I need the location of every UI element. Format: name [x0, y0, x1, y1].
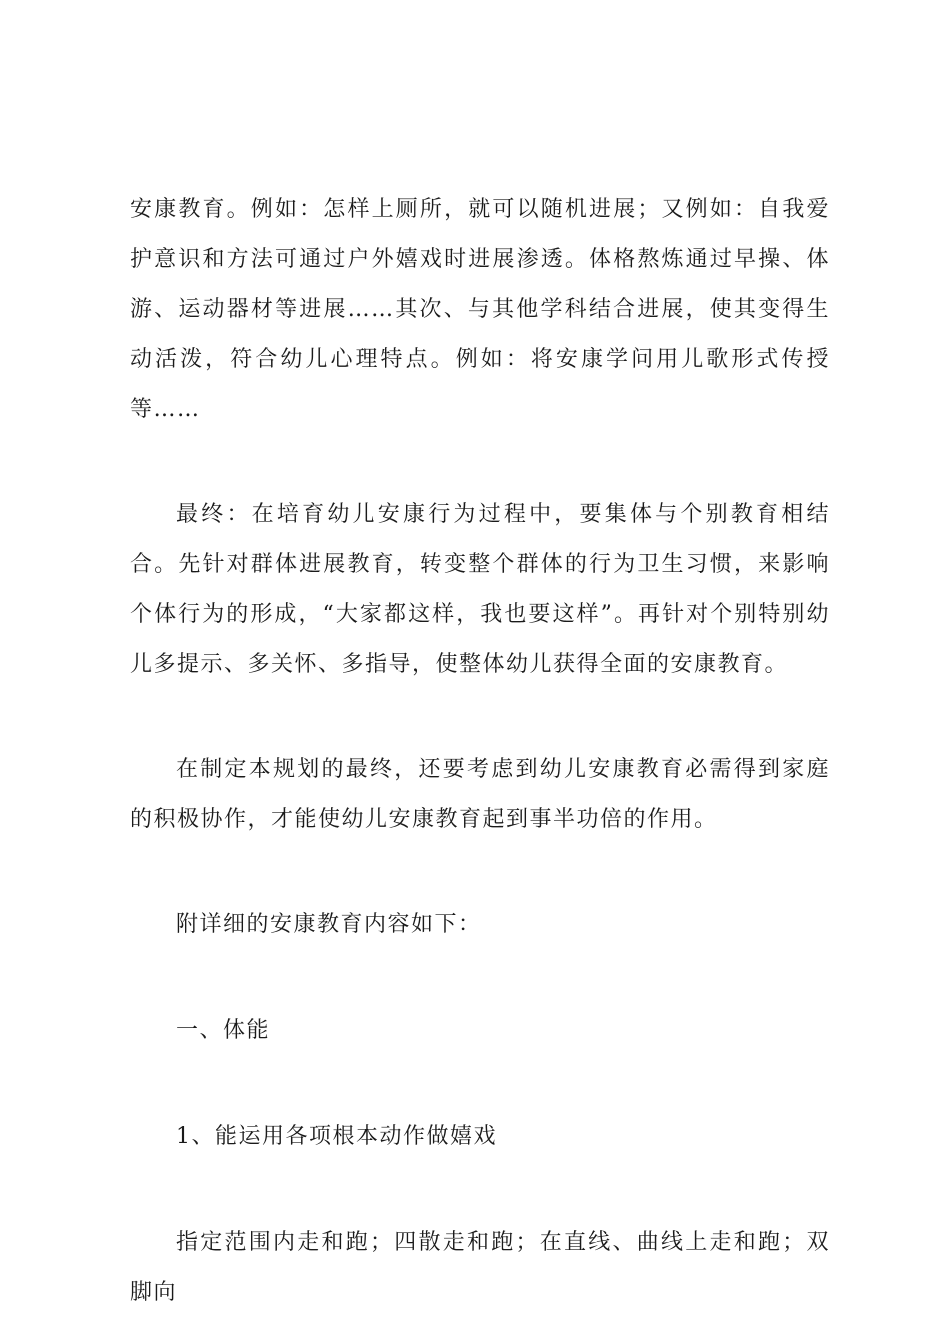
paragraph-content-intro: 附详细的安康教育内容如下：	[176, 912, 482, 937]
paragraph-spacer	[130, 845, 830, 900]
paragraph-health-education-methods: 安康教育。例如：怎样上厕所，就可以随机进展；又例如：自我爱护意识和方法可通过户外嬉戏时进展渗透。体格熬炼通过早操、体游、运动器材等进展……其次、与其他学科结合进展，使其变得生动活泼，符合幼儿心理特点。例如：将安康学问用儿歌形式传授等……	[130, 197, 830, 422]
document-body	[130, 185, 830, 1318]
paragraph-spacer	[130, 950, 830, 1006]
section-heading-physical-ability: 一、体能	[176, 1018, 271, 1043]
paragraph-family-cooperation: 在制定本规划的最终，还要考虑到幼儿安康教育必需得到家庭的积极协作，才能使幼儿安康教育起到事半功倍的作用。	[130, 757, 830, 832]
paragraph-spacer	[130, 690, 830, 745]
paragraph-spacer	[130, 435, 830, 490]
paragraph-walking-running: 指定范围内走和跑；四散走和跑；在直线、曲线上走和跑；双脚向	[130, 1230, 830, 1305]
paragraph-spacer	[130, 1056, 830, 1112]
subsection-heading-basic-movements: 1、能运用各项根本动作做嬉戏	[176, 1124, 497, 1149]
paragraph-spacer	[130, 1162, 830, 1218]
paragraph-group-and-individual: 最终：在培育幼儿安康行为过程中，要集体与个别教育相结合。先针对群体进展教育，转变整个群体的行为卫生习惯，来影响个体行为的形成，“大家都这样，我也要这样”。再针对个别特别幼儿多提示、多关怀、多指导，使整体幼儿获得全面的安康教育。	[130, 502, 830, 677]
